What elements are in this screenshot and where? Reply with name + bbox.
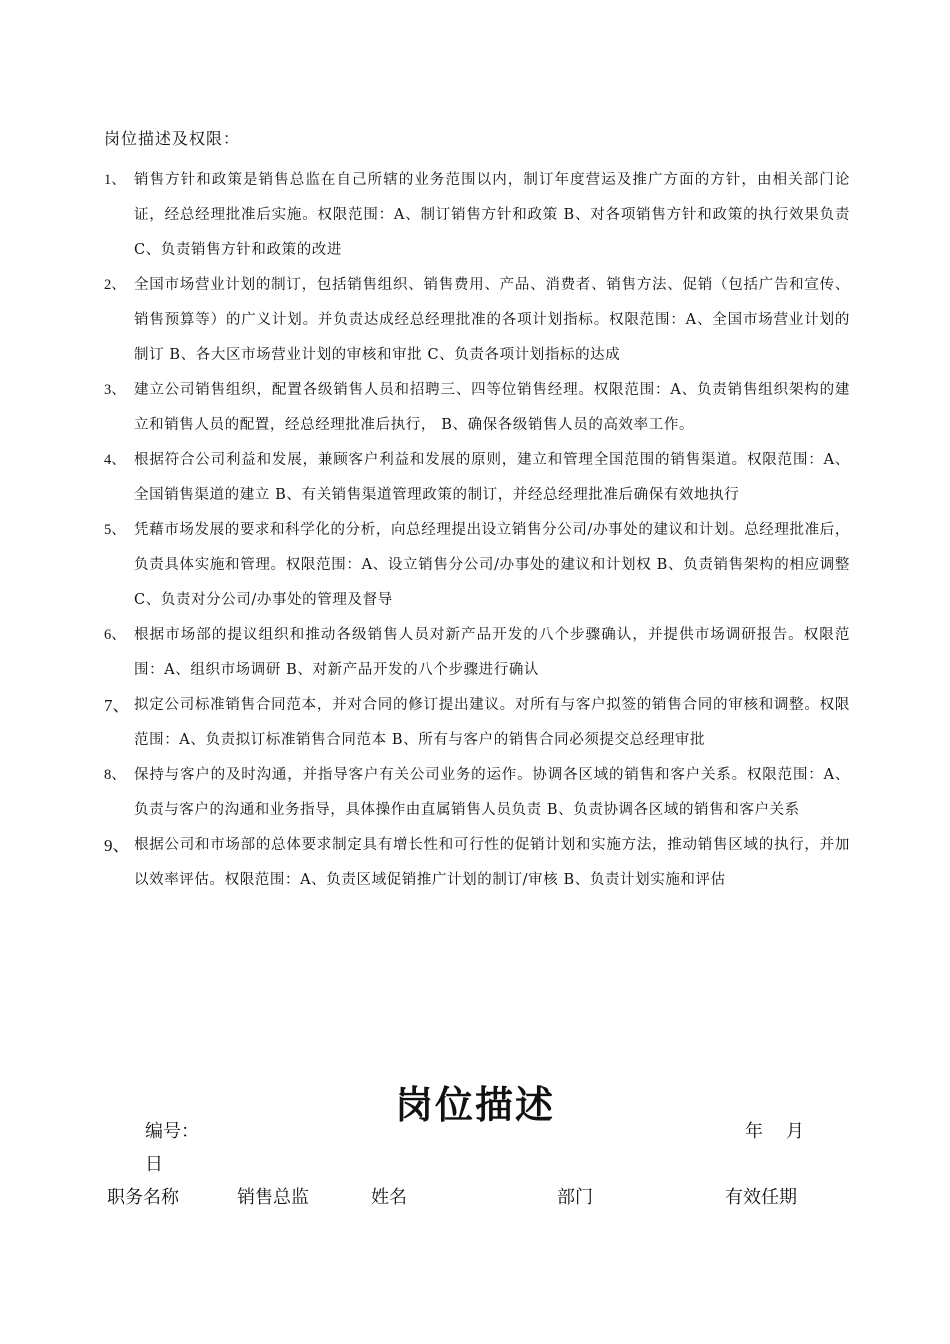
item-number: 5、 bbox=[104, 522, 126, 538]
day-label: 日 bbox=[145, 1154, 163, 1175]
section-heading: 岗位描述及权限： bbox=[104, 129, 241, 148]
item-number: 7、 bbox=[104, 696, 130, 715]
list-item bbox=[104, 443, 850, 513]
item-text: 销售方针和政策是销售总监在自己所辖的业务范围以内，制订年度营运及推广方面的方针，由相关部门论证，经总经理批准后实施。权限范围：A、制订销售方针和政策 B、对各项销售方针和政策的执行效果负责 C、负责销售方针和政策的改进 bbox=[134, 172, 850, 258]
term-label: 有效任期 bbox=[725, 1187, 797, 1208]
list-item bbox=[104, 513, 850, 618]
month-label: 月 bbox=[786, 1121, 804, 1142]
list-item bbox=[104, 268, 850, 373]
item-text: 全国市场营业计划的制订，包括销售组织、销售费用、产品、消费者、销售方法、促销（包括广告和宣传、销售预算等）的广义计划。并负责达成经总经理批准的各项计划指标。权限范围：A、全国市场营业计划的制订 B、各大区市场营业计划的审核和审批 C、负责各项计划指标的达成 bbox=[134, 277, 850, 363]
item-text: 保持与客户的及时沟通，并指导客户有关公司业务的运作。协调各区域的销售和客户关系。权限范围：A、负责与客户的沟通和业务指导，具体操作由直属销售人员负责 B、负责协调各区域的销售和客户关系 bbox=[134, 767, 850, 818]
list-item bbox=[104, 373, 850, 443]
item-number: 1、 bbox=[104, 172, 126, 188]
item-text: 根据符合公司利益和发展，兼顾客户利益和发展的原则，建立和管理全国范围的销售渠道。权限范围：A、全国销售渠道的建立 B、有关销售渠道管理政策的制订，并经总经理批准后确保有效地执行 bbox=[134, 452, 850, 503]
item-text: 根据市场部的提议组织和推动各级销售人员对新产品开发的八个步骤确认，并提供市场调研报告。权限范围：A、组织市场调研 B、对新产品开发的八个步骤进行确认 bbox=[134, 627, 850, 678]
number-label: 编号： bbox=[145, 1121, 199, 1142]
item-number: 2、 bbox=[104, 277, 126, 293]
form-title: 岗位描述 bbox=[394, 1083, 555, 1127]
item-text: 建立公司销售组织，配置各级销售人员和招聘三、四等位销售经理。权限范围：A、负责销售组织架构的建立和销售人员的配置，经总经理批准后执行， B、确保各级销售人员的高效率工作。 bbox=[134, 382, 850, 433]
item-number: 4、 bbox=[104, 452, 126, 468]
name-label: 姓名 bbox=[371, 1187, 407, 1208]
job-title-value: 销售总监 bbox=[237, 1187, 309, 1208]
item-text: 根据公司和市场部的总体要求制定具有增长性和可行性的促销计划和实施方法，推动销售区域的执行，并加以效率评估。权限范围：A、负责区域促销推广计划的制订/审核 B、负责计划实施和评估 bbox=[134, 837, 850, 888]
list-item bbox=[104, 618, 850, 688]
item-number: 6、 bbox=[104, 627, 126, 643]
duty-list bbox=[104, 163, 850, 898]
list-item bbox=[104, 828, 850, 898]
list-item bbox=[104, 163, 850, 268]
item-text: 凭藉市场发展的要求和科学化的分析，向总经理提出设立销售分公司/办事处的建议和计划。总经理批准后，负责具体实施和管理。权限范围：A、设立销售分公司/办事处的建议和计划权 B、负责销售架构的相应调整 C、负责对分公司/办事处的管理及督导 bbox=[134, 522, 850, 608]
item-number: 3、 bbox=[104, 382, 126, 398]
list-item bbox=[104, 688, 850, 758]
year-label: 年 bbox=[745, 1121, 763, 1142]
item-number: 8、 bbox=[104, 767, 126, 783]
job-title-label: 职务名称 bbox=[107, 1187, 179, 1208]
list-item bbox=[104, 758, 850, 828]
item-number: 9、 bbox=[104, 836, 130, 855]
item-text: 拟定公司标准销售合同范本，并对合同的修订提出建议。对所有与客户拟签的销售合同的审核和调整。权限范围：A、负责拟订标准销售合同范本 B、所有与客户的销售合同必须提交总经理审批 bbox=[134, 697, 850, 748]
department-label: 部门 bbox=[557, 1187, 593, 1208]
